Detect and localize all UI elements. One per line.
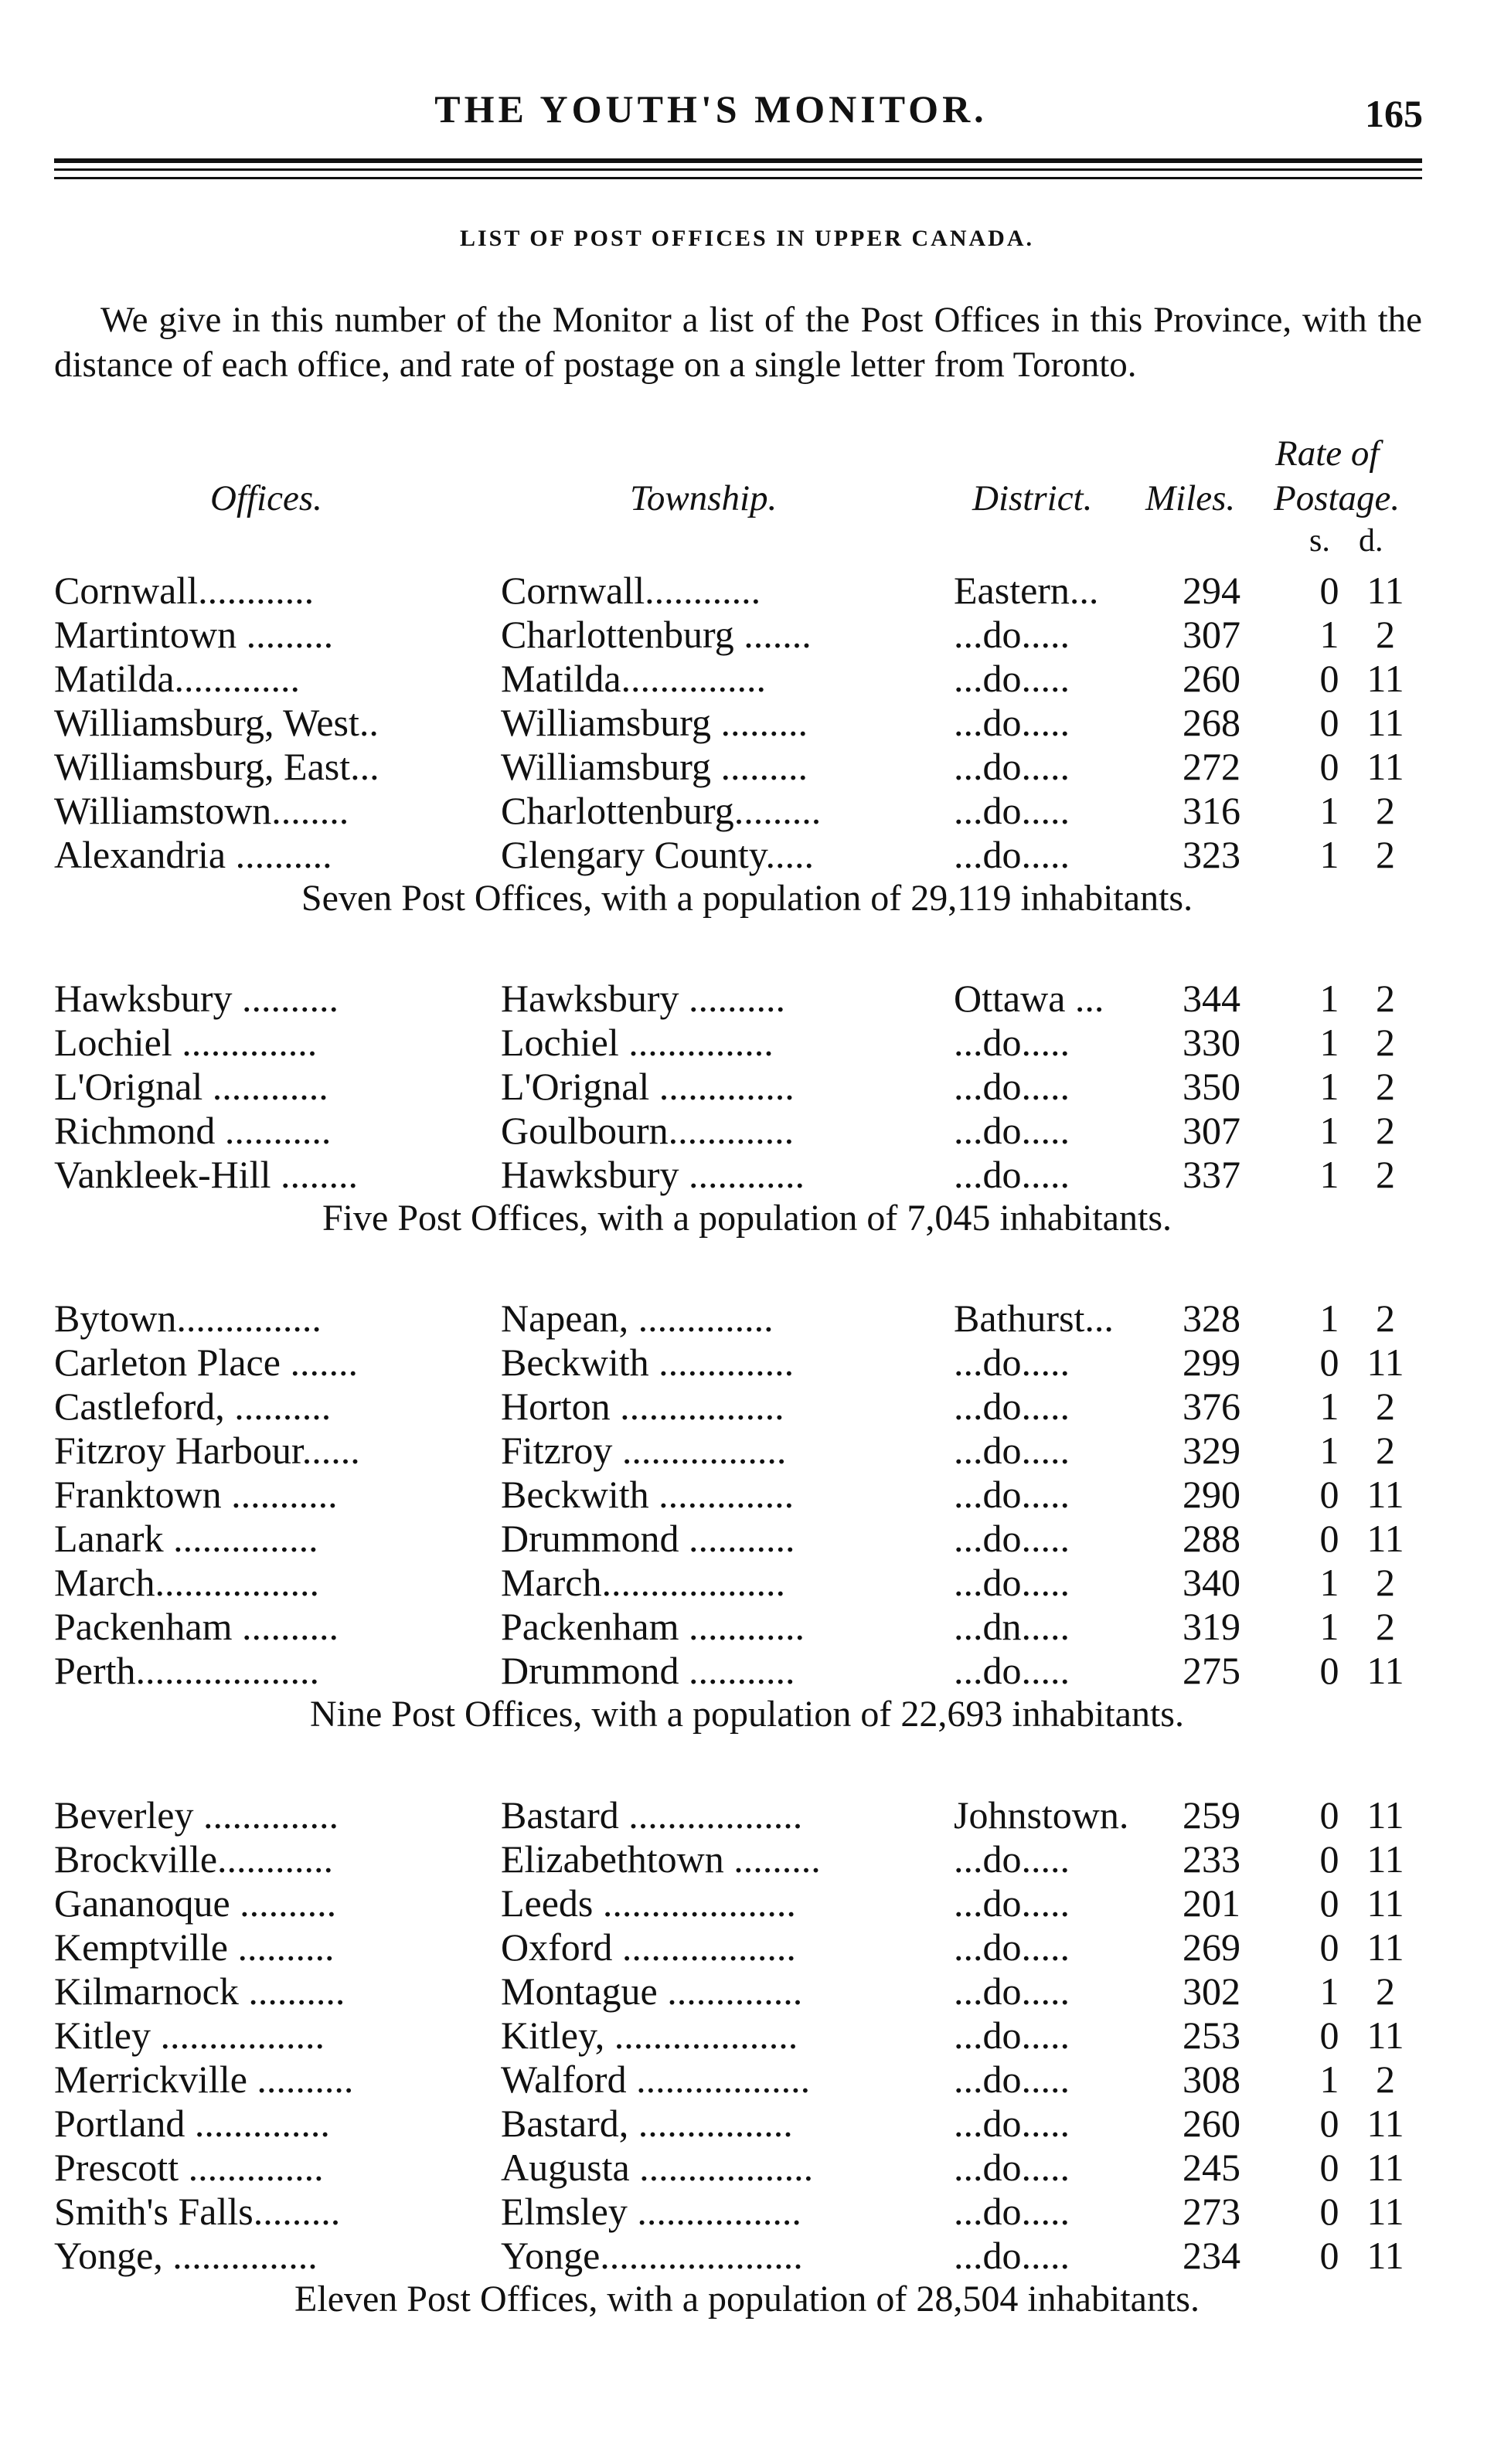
district-cell: ...do..... bbox=[954, 789, 1070, 832]
pence-cell: 2 bbox=[1376, 1385, 1395, 1428]
miles-cell: 340 bbox=[1183, 1561, 1240, 1604]
header-pence: d. bbox=[1359, 523, 1383, 559]
pence-cell: 11 bbox=[1366, 701, 1404, 744]
pence-cell: 11 bbox=[1366, 2234, 1404, 2277]
township-cell: Montague .............. bbox=[501, 1970, 803, 2013]
shillings-cell: 0 bbox=[1319, 701, 1339, 744]
pence-cell: 11 bbox=[1366, 1881, 1404, 1925]
shillings-cell: 0 bbox=[1319, 2014, 1339, 2057]
district-cell: ...do..... bbox=[954, 613, 1070, 656]
office-cell: Lochiel .............. bbox=[54, 1021, 318, 1064]
post-office-row bbox=[54, 2189, 1430, 2234]
township-cell: Charlottenburg ....... bbox=[501, 613, 812, 656]
shillings-cell: 0 bbox=[1319, 1649, 1339, 1692]
office-cell: Matilda............. bbox=[54, 657, 301, 700]
header-miles: Miles. bbox=[1145, 478, 1236, 518]
office-cell: Williamsburg, West.. bbox=[54, 701, 379, 744]
post-office-row bbox=[54, 1340, 1430, 1385]
shillings-cell: 0 bbox=[1319, 1837, 1339, 1881]
pence-cell: 11 bbox=[1366, 1649, 1404, 1692]
post-office-row bbox=[54, 1560, 1430, 1605]
township-cell: Fitzroy ................. bbox=[501, 1429, 787, 1472]
miles-cell: 302 bbox=[1183, 1970, 1240, 2013]
header-shillings: s. bbox=[1309, 523, 1330, 559]
miles-cell: 307 bbox=[1183, 613, 1240, 656]
miles-cell: 259 bbox=[1183, 1793, 1240, 1837]
shillings-cell: 1 bbox=[1319, 1153, 1339, 1196]
township-cell: Glengary County..... bbox=[501, 833, 815, 876]
office-cell: Merrickville .......... bbox=[54, 2058, 354, 2101]
township-cell: Beckwith .............. bbox=[501, 1341, 795, 1384]
township-cell: Drummond ........... bbox=[501, 1649, 795, 1692]
township-cell: L'Orignal .............. bbox=[501, 1065, 795, 1108]
miles-cell: 323 bbox=[1183, 833, 1240, 876]
office-cell: Alexandria .......... bbox=[54, 833, 332, 876]
pence-cell: 11 bbox=[1366, 1473, 1404, 1516]
district-cell: ...do..... bbox=[954, 1153, 1070, 1196]
township-cell: Yonge..................... bbox=[501, 2234, 803, 2277]
intro-paragraph bbox=[54, 297, 1422, 387]
post-office-row bbox=[54, 788, 1430, 833]
post-office-row bbox=[54, 700, 1430, 745]
shillings-cell: 1 bbox=[1319, 1021, 1339, 1064]
miles-cell: 294 bbox=[1183, 569, 1240, 612]
miles-cell: 330 bbox=[1183, 1021, 1240, 1064]
district-cell: ...do..... bbox=[954, 2146, 1070, 2189]
shillings-cell: 0 bbox=[1319, 2146, 1339, 2189]
pence-cell: 2 bbox=[1376, 833, 1395, 876]
post-office-row bbox=[54, 1837, 1430, 1881]
district-cell: ...do..... bbox=[954, 1065, 1070, 1108]
miles-cell: 376 bbox=[1183, 1385, 1240, 1428]
shillings-cell: 0 bbox=[1319, 1925, 1339, 1969]
miles-cell: 273 bbox=[1183, 2190, 1240, 2233]
shillings-cell: 0 bbox=[1319, 657, 1339, 700]
district-cell: ...do..... bbox=[954, 2058, 1070, 2101]
group-summary: Eleven Post Offices, with a population of 28,504 inhabitants. bbox=[294, 2279, 1200, 2320]
shillings-cell: 1 bbox=[1319, 1065, 1339, 1108]
miles-cell: 337 bbox=[1183, 1153, 1240, 1196]
post-office-row bbox=[54, 656, 1430, 701]
post-office-row bbox=[54, 1969, 1430, 2014]
intro-text: We give in this number of the Monitor a list of the Post Offices in this Province, with the distance of each office, and rate of postage on a single letter from Toronto. bbox=[54, 300, 1422, 385]
township-cell: Beckwith .............. bbox=[501, 1473, 795, 1516]
district-cell: ...do..... bbox=[954, 657, 1070, 700]
shillings-cell: 0 bbox=[1319, 1517, 1339, 1560]
office-cell: Richmond ........... bbox=[54, 1109, 332, 1152]
office-cell: Martintown ......... bbox=[54, 613, 334, 656]
pence-cell: 11 bbox=[1366, 569, 1404, 612]
post-office-row bbox=[54, 2057, 1430, 2102]
shillings-cell: 0 bbox=[1319, 2234, 1339, 2277]
post-office-row bbox=[54, 1516, 1430, 1561]
district-cell: ...do..... bbox=[954, 833, 1070, 876]
township-cell: Drummond ........... bbox=[501, 1517, 795, 1560]
township-cell: Goulbourn............. bbox=[501, 1109, 795, 1152]
shillings-cell: 1 bbox=[1319, 1297, 1339, 1340]
miles-cell: 307 bbox=[1183, 1109, 1240, 1152]
post-office-row bbox=[54, 1108, 1430, 1153]
district-cell: ...do..... bbox=[954, 2102, 1070, 2145]
office-cell: Yonge, ............... bbox=[54, 2234, 318, 2277]
district-cell: ...do..... bbox=[954, 1109, 1070, 1152]
pence-cell: 2 bbox=[1376, 1153, 1395, 1196]
township-cell: Leeds .................... bbox=[501, 1881, 796, 1925]
pence-cell: 11 bbox=[1366, 2102, 1404, 2145]
office-cell: Cornwall............ bbox=[54, 569, 315, 612]
shillings-cell: 1 bbox=[1319, 2058, 1339, 2101]
shillings-cell: 1 bbox=[1319, 1561, 1339, 1604]
group-summary: Five Post Offices, with a population of 7,045 inhabitants. bbox=[322, 1198, 1172, 1239]
township-cell: Kitley, ................... bbox=[501, 2014, 798, 2057]
office-cell: L'Orignal ............ bbox=[54, 1065, 328, 1108]
header-offices: Offices. bbox=[210, 478, 322, 518]
shillings-cell: 0 bbox=[1319, 1473, 1339, 1516]
office-cell: Perth................... bbox=[54, 1649, 320, 1692]
pence-cell: 11 bbox=[1366, 2190, 1404, 2233]
office-cell: Kitley ................. bbox=[54, 2014, 325, 2057]
pence-cell: 11 bbox=[1366, 657, 1404, 700]
township-cell: Williamsburg ......... bbox=[501, 701, 808, 744]
office-cell: Kemptville .......... bbox=[54, 1925, 335, 1969]
office-cell: Packenham .......... bbox=[54, 1605, 339, 1648]
shillings-cell: 1 bbox=[1319, 1970, 1339, 2013]
post-office-row bbox=[54, 1604, 1430, 1649]
shillings-cell: 1 bbox=[1319, 613, 1339, 656]
header-postage: Postage. bbox=[1274, 478, 1400, 518]
post-office-row bbox=[54, 1472, 1430, 1517]
post-office-row bbox=[54, 1384, 1430, 1429]
township-cell: Augusta .................. bbox=[501, 2146, 814, 2189]
header-rule-thin-lower bbox=[54, 177, 1422, 179]
post-office-row bbox=[54, 976, 1430, 1021]
shillings-cell: 0 bbox=[1319, 2190, 1339, 2233]
shillings-cell: 1 bbox=[1319, 789, 1339, 832]
pence-cell: 11 bbox=[1366, 1837, 1404, 1881]
miles-cell: 272 bbox=[1183, 745, 1240, 788]
district-cell: ...do..... bbox=[954, 1925, 1070, 1969]
district-cell: ...do..... bbox=[954, 1837, 1070, 1881]
office-cell: Carleton Place ....... bbox=[54, 1341, 358, 1384]
township-cell: Napean, .............. bbox=[501, 1297, 774, 1340]
post-office-row bbox=[54, 568, 1430, 613]
pence-cell: 11 bbox=[1366, 1793, 1404, 1837]
miles-cell: 245 bbox=[1183, 2146, 1240, 2189]
district-cell: ...dn..... bbox=[954, 1605, 1070, 1648]
post-office-row bbox=[54, 1020, 1430, 1065]
district-cell: Johnstown. bbox=[954, 1793, 1129, 1837]
office-cell: Fitzroy Harbour...... bbox=[54, 1429, 360, 1472]
township-cell: Hawksbury .......... bbox=[501, 977, 786, 1020]
district-cell: ...do..... bbox=[954, 1970, 1070, 2013]
post-office-row bbox=[54, 1064, 1430, 1109]
office-cell: Williamsburg, East... bbox=[54, 745, 379, 788]
township-cell: Elmsley ................. bbox=[501, 2190, 801, 2233]
pence-cell: 2 bbox=[1376, 1605, 1395, 1648]
shillings-cell: 0 bbox=[1319, 1881, 1339, 1925]
district-cell: Ottawa ... bbox=[954, 977, 1104, 1020]
district-cell: ...do..... bbox=[954, 1517, 1070, 1560]
miles-cell: 253 bbox=[1183, 2014, 1240, 2057]
post-office-row bbox=[54, 2013, 1430, 2058]
township-cell: Walford .................. bbox=[501, 2058, 811, 2101]
office-cell: Franktown ........... bbox=[54, 1473, 338, 1516]
district-cell: ...do..... bbox=[954, 1561, 1070, 1604]
post-office-row bbox=[54, 744, 1430, 789]
township-cell: Packenham ............ bbox=[501, 1605, 805, 1648]
district-cell: ...do..... bbox=[954, 2234, 1070, 2277]
district-cell: ...do..... bbox=[954, 1473, 1070, 1516]
miles-cell: 260 bbox=[1183, 657, 1240, 700]
office-cell: Brockville............ bbox=[54, 1837, 334, 1881]
post-office-row bbox=[54, 2145, 1430, 2190]
office-cell: Prescott .............. bbox=[54, 2146, 324, 2189]
miles-cell: 269 bbox=[1183, 1925, 1240, 1969]
pence-cell: 2 bbox=[1376, 1109, 1395, 1152]
pence-cell: 11 bbox=[1366, 2014, 1404, 2057]
post-office-row bbox=[54, 1793, 1430, 1837]
pence-cell: 11 bbox=[1366, 1517, 1404, 1560]
miles-cell: 234 bbox=[1183, 2234, 1240, 2277]
office-cell: Bytown............... bbox=[54, 1297, 322, 1340]
office-cell: Smith's Falls......... bbox=[54, 2190, 341, 2233]
post-office-row bbox=[54, 2233, 1430, 2278]
pence-cell: 2 bbox=[1376, 1429, 1395, 1472]
district-cell: ...do..... bbox=[954, 1429, 1070, 1472]
pence-cell: 11 bbox=[1366, 2146, 1404, 2189]
miles-cell: 329 bbox=[1183, 1429, 1240, 1472]
post-office-row bbox=[54, 1296, 1430, 1341]
office-cell: Williamstown........ bbox=[54, 789, 349, 832]
office-cell: Gananoque .......... bbox=[54, 1881, 337, 1925]
header-district: District. bbox=[972, 478, 1093, 518]
township-cell: Horton ................. bbox=[501, 1385, 784, 1428]
township-cell: Williamsburg ......... bbox=[501, 745, 808, 788]
miles-cell: 308 bbox=[1183, 2058, 1240, 2101]
pence-cell: 2 bbox=[1376, 789, 1395, 832]
miles-cell: 260 bbox=[1183, 2102, 1240, 2145]
shillings-cell: 1 bbox=[1319, 1429, 1339, 1472]
post-office-row bbox=[54, 832, 1430, 877]
township-cell: Cornwall............ bbox=[501, 569, 761, 612]
township-cell: Lochiel ............... bbox=[501, 1021, 774, 1064]
office-cell: Hawksbury .......... bbox=[54, 977, 339, 1020]
miles-cell: 299 bbox=[1183, 1341, 1240, 1384]
township-cell: Charlottenburg......... bbox=[501, 789, 822, 832]
shillings-cell: 1 bbox=[1319, 1109, 1339, 1152]
township-cell: Bastard .................. bbox=[501, 1793, 803, 1837]
pence-cell: 2 bbox=[1376, 1970, 1395, 2013]
office-cell: Portland .............. bbox=[54, 2102, 330, 2145]
district-cell: ...do..... bbox=[954, 2014, 1070, 2057]
office-cell: Castleford, .......... bbox=[54, 1385, 332, 1428]
district-cell: ...do..... bbox=[954, 1021, 1070, 1064]
office-cell: March................. bbox=[54, 1561, 319, 1604]
miles-cell: 350 bbox=[1183, 1065, 1240, 1108]
shillings-cell: 0 bbox=[1319, 569, 1339, 612]
miles-cell: 319 bbox=[1183, 1605, 1240, 1648]
township-cell: Matilda............... bbox=[501, 657, 767, 700]
miles-cell: 201 bbox=[1183, 1881, 1240, 1925]
pence-cell: 2 bbox=[1376, 1297, 1395, 1340]
header-rule-thick bbox=[54, 158, 1422, 163]
post-office-row bbox=[54, 2101, 1430, 2146]
pence-cell: 2 bbox=[1376, 1065, 1395, 1108]
post-office-row bbox=[54, 1925, 1430, 1970]
district-cell: Eastern... bbox=[954, 569, 1099, 612]
district-cell: ...do..... bbox=[954, 2190, 1070, 2233]
pence-cell: 11 bbox=[1366, 1925, 1404, 1969]
running-title: THE YOUTH'S MONITOR. bbox=[434, 87, 988, 131]
district-cell: ...do..... bbox=[954, 701, 1070, 744]
shillings-cell: 0 bbox=[1319, 745, 1339, 788]
post-office-row bbox=[54, 1881, 1430, 1925]
article-heading: LIST OF POST OFFICES IN UPPER CANADA. bbox=[459, 226, 1035, 251]
pence-cell: 2 bbox=[1376, 1561, 1395, 1604]
miles-cell: 275 bbox=[1183, 1649, 1240, 1692]
pence-cell: 11 bbox=[1366, 1341, 1404, 1384]
header-rule-thin bbox=[54, 168, 1422, 171]
group-summary: Nine Post Offices, with a population of 22,693 inhabitants. bbox=[310, 1694, 1184, 1735]
header-rate-of: Rate of bbox=[1275, 433, 1380, 474]
post-office-row bbox=[54, 1428, 1430, 1473]
district-cell: ...do..... bbox=[954, 1341, 1070, 1384]
shillings-cell: 1 bbox=[1319, 833, 1339, 876]
office-cell: Beverley .............. bbox=[54, 1793, 339, 1837]
miles-cell: 328 bbox=[1183, 1297, 1240, 1340]
district-cell: ...do..... bbox=[954, 1385, 1070, 1428]
page-number: 165 bbox=[1365, 92, 1423, 135]
running-head bbox=[0, 87, 1494, 148]
district-cell: ...do..... bbox=[954, 1649, 1070, 1692]
office-cell: Vankleek-Hill ........ bbox=[54, 1153, 358, 1196]
miles-cell: 268 bbox=[1183, 701, 1240, 744]
pence-cell: 2 bbox=[1376, 1021, 1395, 1064]
miles-cell: 316 bbox=[1183, 789, 1240, 832]
shillings-cell: 0 bbox=[1319, 1793, 1339, 1837]
miles-cell: 344 bbox=[1183, 977, 1240, 1020]
district-cell: ...do..... bbox=[954, 745, 1070, 788]
district-cell: Bathurst... bbox=[954, 1297, 1114, 1340]
township-cell: Bastard, ................ bbox=[501, 2102, 793, 2145]
miles-cell: 288 bbox=[1183, 1517, 1240, 1560]
post-office-row bbox=[54, 1152, 1430, 1197]
township-cell: March................... bbox=[501, 1561, 785, 1604]
shillings-cell: 1 bbox=[1319, 1385, 1339, 1428]
pence-cell: 11 bbox=[1366, 745, 1404, 788]
district-cell: ...do..... bbox=[954, 1881, 1070, 1925]
miles-cell: 233 bbox=[1183, 1837, 1240, 1881]
pence-cell: 2 bbox=[1376, 977, 1395, 1020]
township-cell: Elizabethtown ......... bbox=[501, 1837, 821, 1881]
group-summary: Seven Post Offices, with a population of 29,119 inhabitants. bbox=[301, 878, 1193, 919]
shillings-cell: 1 bbox=[1319, 977, 1339, 1020]
header-township: Township. bbox=[630, 478, 778, 518]
office-cell: Kilmarnock .......... bbox=[54, 1970, 345, 2013]
pence-cell: 2 bbox=[1376, 2058, 1395, 2101]
pence-cell: 2 bbox=[1376, 613, 1395, 656]
township-cell: Oxford .................. bbox=[501, 1925, 796, 1969]
shillings-cell: 0 bbox=[1319, 2102, 1339, 2145]
miles-cell: 290 bbox=[1183, 1473, 1240, 1516]
township-cell: Hawksbury ............ bbox=[501, 1153, 805, 1196]
post-office-row bbox=[54, 1648, 1430, 1693]
shillings-cell: 1 bbox=[1319, 1605, 1339, 1648]
office-cell: Lanark ............... bbox=[54, 1517, 318, 1560]
shillings-cell: 0 bbox=[1319, 1341, 1339, 1384]
post-office-row bbox=[54, 612, 1430, 657]
